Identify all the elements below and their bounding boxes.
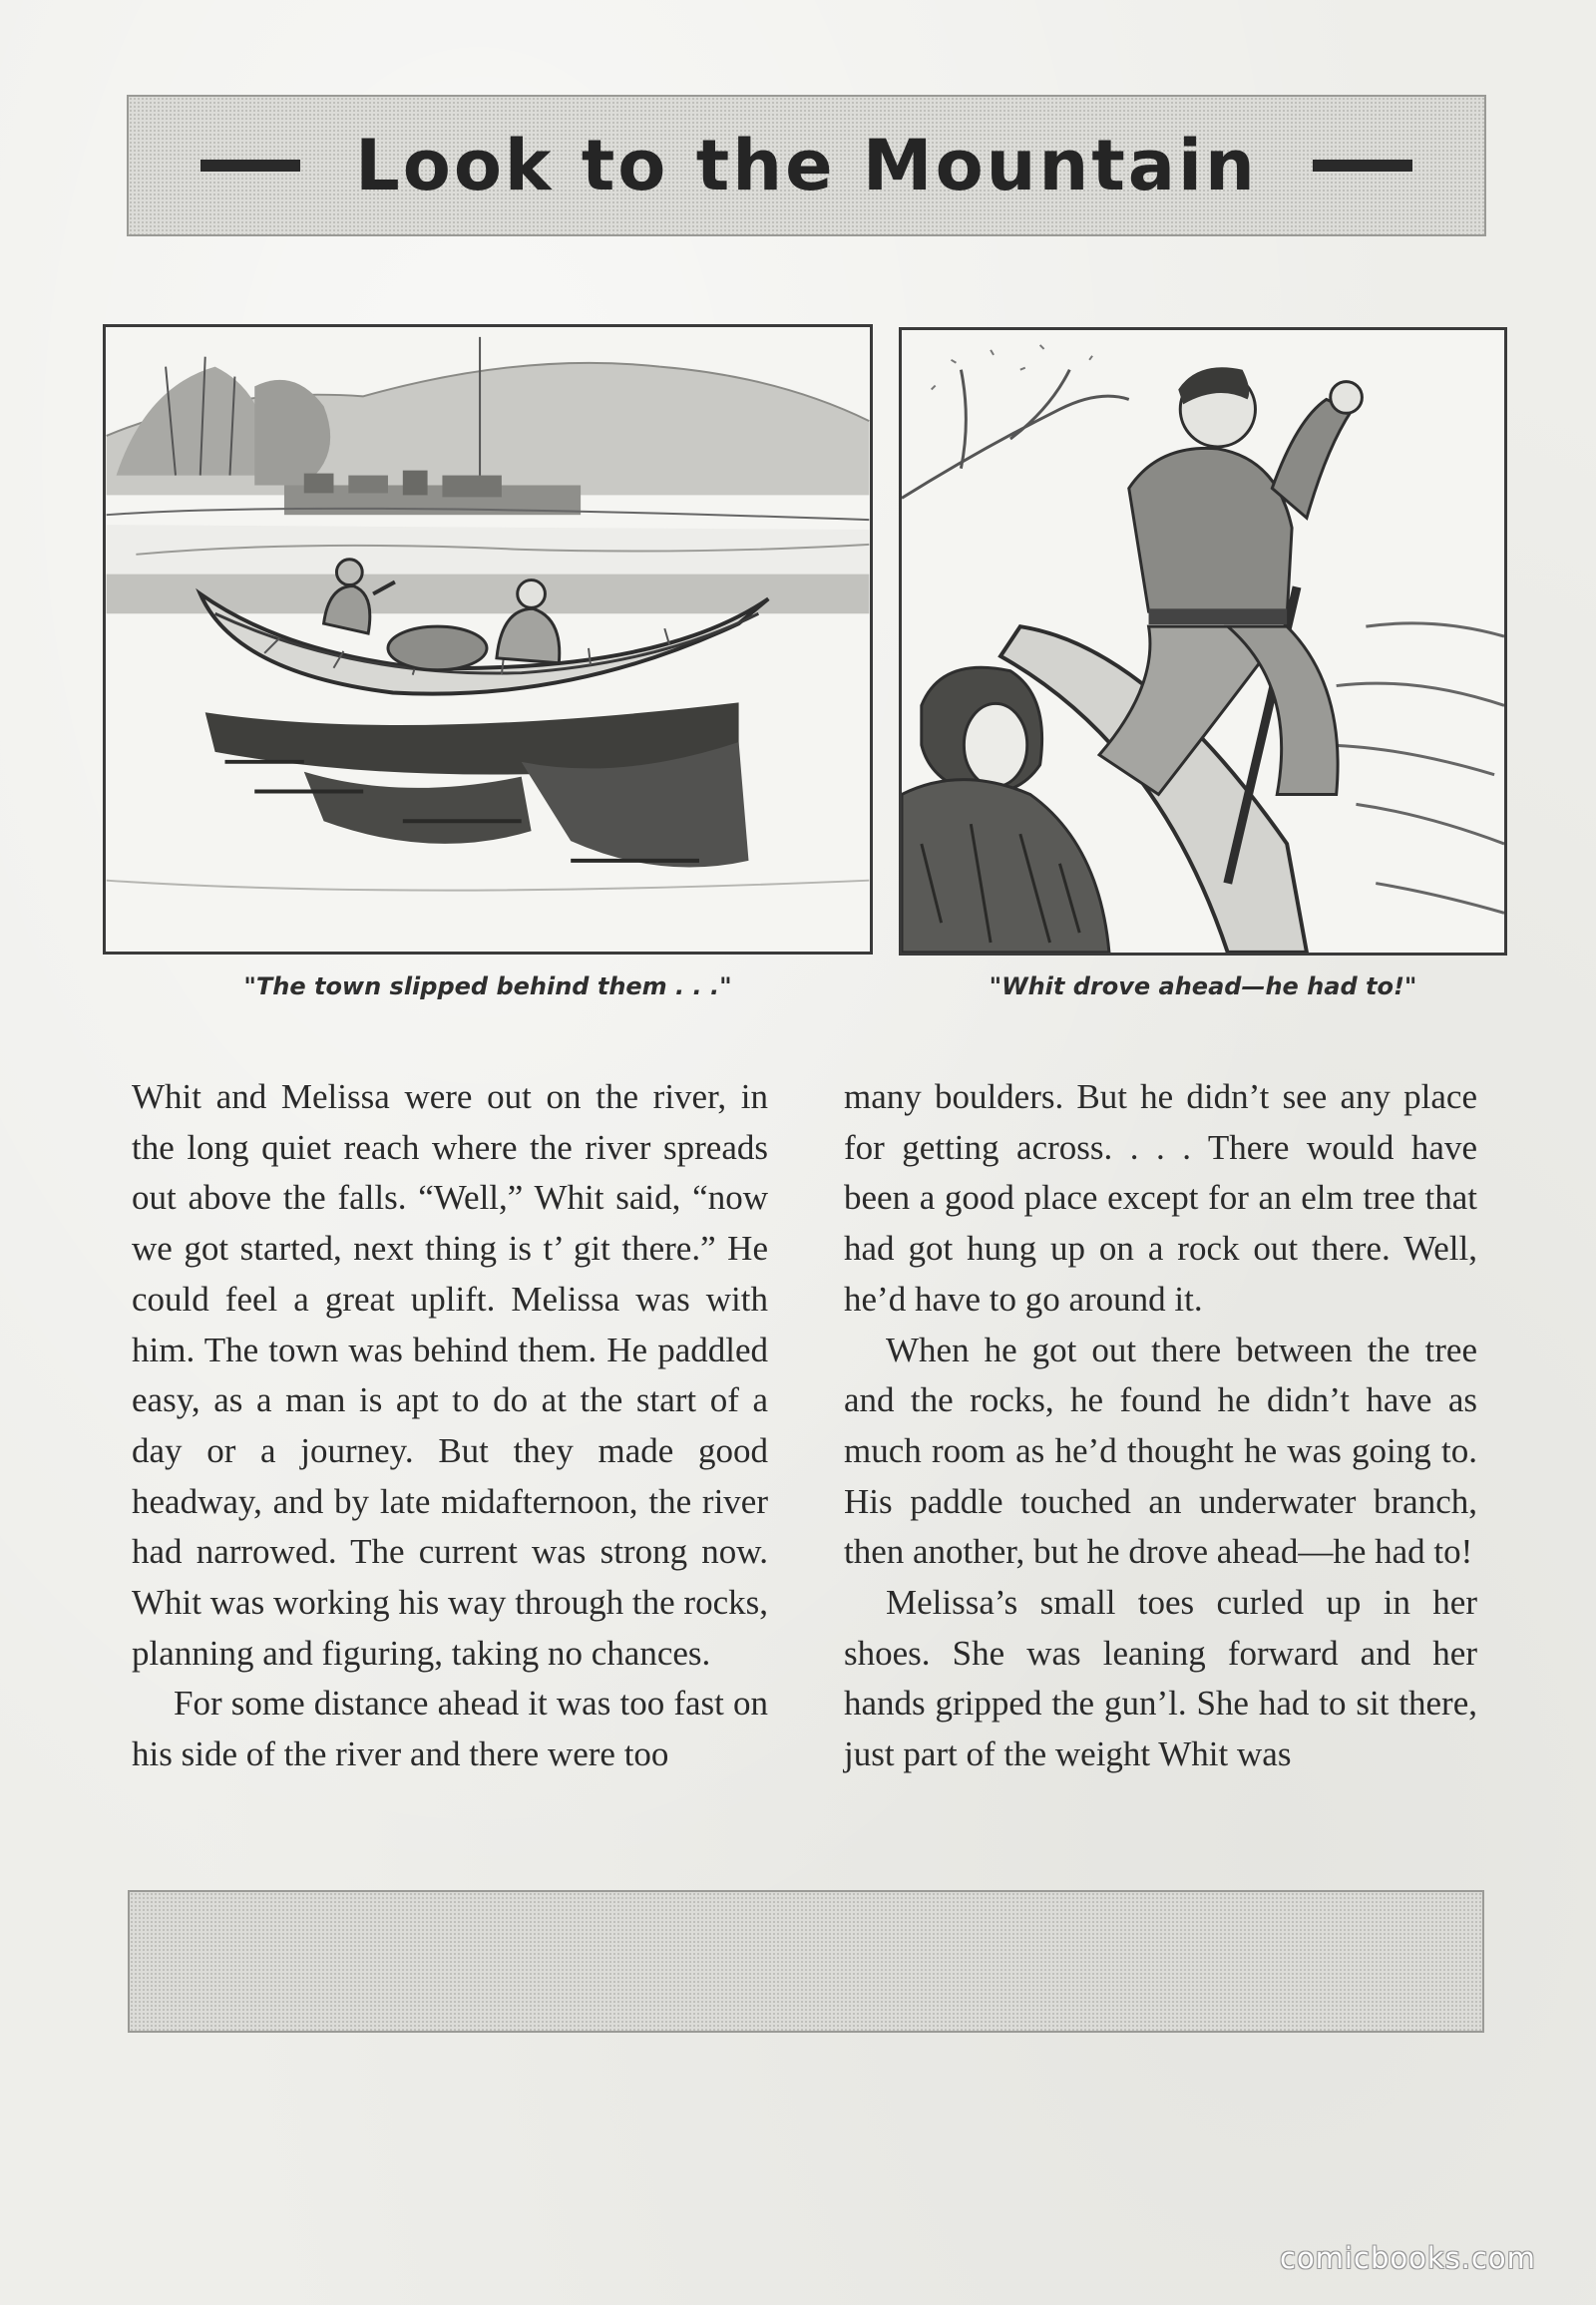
- whit-drawing: [902, 330, 1504, 953]
- illustration-whit-paddling: [899, 327, 1507, 956]
- title-dash-right: [1313, 160, 1412, 172]
- article-column-right: [844, 1072, 1477, 1780]
- canoe-drawing: [106, 327, 870, 952]
- paragraph: many boulders. But he didn’t see any place for getting across. . . . There would have been a good place except for an elm tree that had got hung up on a rock out there. Well, he’d have to go around it.: [844, 1077, 1477, 1319]
- title-banner: [127, 95, 1486, 236]
- title-dash-left: [200, 160, 300, 172]
- caption-right: "Whit drove ahead—he had to!": [989, 972, 1417, 1000]
- paragraph: When he got out there between the tree and the rocks, he found he didn’t have as much room as he’d thought he was going to. His paddle touched an underwater branch, then another, but he drove ahead—he had to!: [844, 1330, 1477, 1572]
- watermark: comicbooks.com: [1280, 2241, 1536, 2275]
- paragraph: Melissa’s small toes curled up in her shoes. She was leaning forward and her hands gripped the gun’l. She had to sit there, just part of the weight Whit was: [844, 1583, 1477, 1774]
- illustration-canoe: [103, 324, 873, 955]
- paragraph: For some distance ahead it was too fast on his side of the river and there were too: [132, 1684, 768, 1774]
- caption-left: "The town slipped behind them . . .": [243, 972, 732, 1000]
- page-title: Look to the Mountain: [355, 125, 1258, 206]
- paragraph: Whit and Melissa were out on the river, in the long quiet reach where the river spreads out above the falls. “Well,” Whit said, “now we got started, next thing is t’ git there.” He could feel a great uplift. Melissa was with him. The town was behind them. He paddled easy, as a man is apt to do at the start of a day or a journey. But they made good headway, and by late midafternoon, the river had narrowed. The current was strong now. Whit was working his way through the rocks, planning and figuring, taking no chances.: [132, 1077, 768, 1673]
- bottom-banner: [128, 1890, 1484, 2033]
- article-column-left: [132, 1072, 768, 1780]
